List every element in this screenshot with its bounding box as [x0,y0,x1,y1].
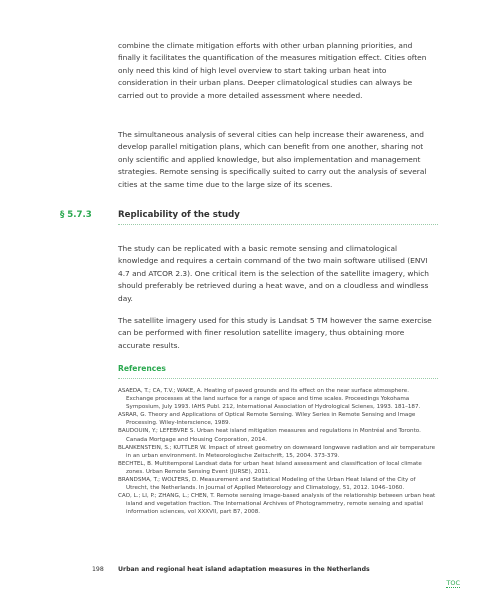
reference-item: ASAEDA, T.; CA, T.V.; WAKE, A. Heating of paved grounds and its effect on the near surface atmosphere. Exchange processes at the land surface for a range of space and time scales. Proceedings Yokohama Symposium, July 1993. IAHS Publ. 212, International Association of Hydrological Scienes, 1993. 181–187. [118,388,421,411]
footer-title: Urban and regional heat island adaptation measures in the Netherlands [118,566,370,573]
references-heading: References [118,364,166,373]
reference-item: BAUDOUIN, Y.; LEFEBVRE S. Urban heat island mitigation measures and regulations in Montréal and Toronto. Canada Mortgage and Housing Corporation, 2014. [118,428,421,443]
toc-link[interactable]: TOC [446,579,460,587]
section-number: § 5.7.3 [60,210,92,220]
reference-item: CAO, L.; LI, P.; ZHANG, L.; CHEN, T. Remote sensing image-based analysis of the relationship between urban heat island and vegetation fraction. The International Archives of Photogrammetry, remote sensing and spatial information sciences, vol XXXVII, part B7, 2008. [118,493,436,516]
page-number: 198 [92,566,104,573]
references-divider [118,378,438,379]
body-paragraph: The study can be replicated with a basic remote sensing and climatological knowledge and requires a certain command of the two main software utilised (ENVI 4.7 and ATCOR 2.3). One critical item is the selection of the satellite imagery, which should preferably be retrieved during a heat wave, and on a cloudless and windless day. [118,244,429,303]
reference-item: BECHTEL, B. Multitemporal Landsat data for urban heat island assessment and classification of local climate zones. Urban Remote Sensing Event (JURSE), 2011. [118,460,422,475]
reference-item: BRANDSMA, T.; WOLTERS, D. Measurement and Statistical Modeling of the Urban Heat Island of the City of Utrecht, the Netherlands. In Journal of Applied Meteorology and Climatology, 51, 2012. 1046–1060. [118,477,416,492]
body-paragraph: The satellite imagery used for this study is Landsat 5 TM however the same exercise can be performed with finer resolution satellite imagery, thus obtaining more accurate results. [118,316,432,350]
references-list [118,387,438,517]
section-divider [118,224,438,225]
body-paragraph: combine the climate mitigation efforts with other urban planning priorities, and finally it facilitates the quantification of the measures mitigation effect. Cities often only need this kind of high level overview to start taking urban heat into consideration in their urban plans. Deeper climatological studies can always be carried out to provide a more detailed assessment where needed. [118,41,427,100]
reference-item: ASRAR, G. Theory and Applications of Optical Remote Sensing. Wiley Series in Remote Sensing and Image Processing. Wiley-Interscience, 1989. [118,412,416,427]
reference-item: BLANKENSTEIN, S.; KUTTLER W. Impact of street geometry on downward longwave radiation and air temperature in an urban environment. In Meteorologische Zeitschrift, 15, 2004. 373-379. [118,444,436,459]
body-paragraph: The simultaneous analysis of several cities can help increase their awareness, and develop parallel mitigation plans, which can benefit from one another, sharing not only scientific and applied knowledge, but also implementation and management strategies. Remote sensing is specifically suited to carry out the analysis of several cities at the same time due to the large size of its scenes. [118,130,427,189]
section-title: Replicability of the study [118,210,240,220]
